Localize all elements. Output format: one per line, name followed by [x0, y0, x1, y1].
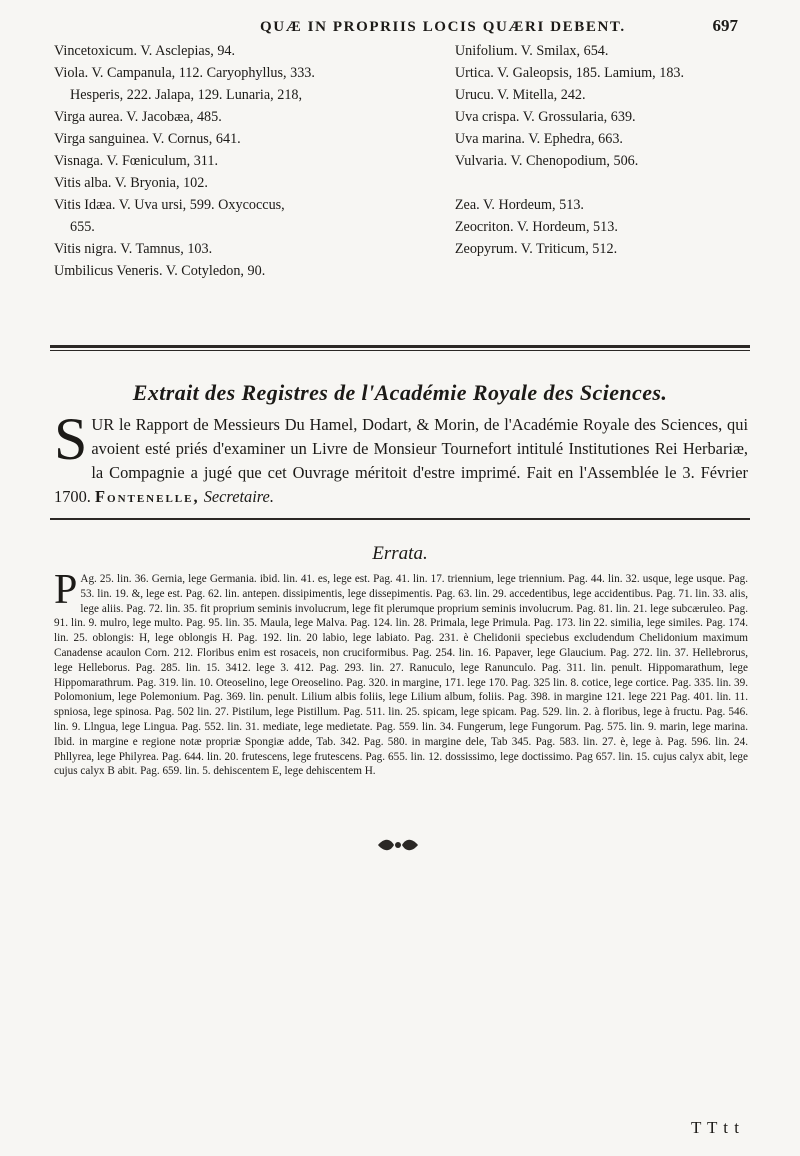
index-entry: Zeocriton. V. Hordeum, 513. — [454, 219, 618, 235]
divider-rule-thin — [50, 350, 750, 351]
index-entry: Zea. V. Hordeum, 513. — [454, 197, 584, 213]
index-entry: Viola. V. Campanula, 112. Caryophyllus, 333. — [54, 65, 315, 81]
errata-text: Ag. 25. lin. 36. Gernia, lege Germania. ibid. lin. 41. es, lege est. Pag. 41. lin. 17. triennium, lege triennium. Pag. 44. lin. 32. usque, lege usque. Pag. 53. lin. 19. &, lege est. Pag. 62. lin. antepen. dissipimentis, lege dissepimentis. Pag. 63. lin. 29. accedentibus, lege accidentibus. Pag. 71. lin. 33. alis, lege aliis. Pag. 72. lin. 35. fit proprium seminis involucrum, lege fit plerumque proprium seminis involucrum. Pag. 81. lin. 21. lege subcæruleo. Pag. 91. lin. 9. mulro, lege multo. Pag. 95. lin. 35. Maula, lege Malva. Pag. 124. lin. 28. Primala, lege Primula. Pag. 173. lin 22. similia, lege similes. Pag. 174. lin. 25. oblongis: H, lege oblongis H. Pag. 192. lin. 20 labio, lege labiato. Pag. 231. è Chelidonii speciebus excludendum Chelidonium maximum Canadense acaulon Corn. 212. Floribus enim est rosaceis, non cruciformibus. Pag. 254. lin. 16. Papaver, lege Glaucium. Pag. 272. lin. 37. Hellebrorus, lege Helleborus. Pag. 285. lin. 15. 3412. lege 3. 412. Pag. 293. lin. 27. Ranuculo, lege Ranunculo. Pag. 311. lin. penult. Hippomarathum, lege Hippomarathrum. Pag. 319. lin. 10. Oteoselino, lege Oreoselino. Pag. 320. in margine, 171. lege 170. Pag. 325 lin. 8. cotice, lege cortice. Pag. 335. lin. 39. Polomonium, lege Polemonium. Pag. 369. lin. penult. Lilium albis foliis, lege Lilium album, foliis. Pag. 398. in margine 121. lege 221 Pag. 401. lin. 11. spniosa, lege spinosa. Pag. 502 lin. 27. Pistilum, lege Pistillum. Pag. 511. lin. 25. spicam, lege spicam. Pag. 529. lin. 2. à floribus, lege à fructu. Pag. 546. lin. 9. Llngua, lege Lingua. Pag. 552. lin. 31. mediate, lege medietate. Pag. 559. lin. 34. Fungerum, lege Fungorum. Pag. 575. lin. 9. marin, lege marina. Ibid. in margine e regione notæ propriæ Spongiæ adde, Tab. 342. Pag. 580. in margine dele, Tab 345. Pag. 583. lin. 27. è, lege à. Pag. 596. lin. 24. Phllyrea, lege Philyrea. Pag. 644. lin. 20. frutescens, lege frutescens. Pag. 655. lin. 12. dossissimo, lege doctissimo. Pag 657. lin. 15. cujus calyx abit, lege cujus calyx B abit. Pag. 659. lin. 5. dehiscentem E, lege dehiscentem H. — [54, 573, 748, 778]
errata-dropcap: P — [54, 567, 78, 613]
index-entry: Vitis alba. V. Bryonia, 102. — [54, 175, 208, 191]
index-columns — [54, 40, 748, 282]
printer-signature-mark: T T t t — [690, 1118, 740, 1137]
running-title: QUÆ IN PROPRIIS LOCIS QUÆRI DEBENT. — [260, 19, 626, 35]
divider-rule-2 — [50, 518, 750, 520]
printer-ornament-icon — [374, 838, 422, 852]
extract-paragraph — [54, 406, 748, 509]
extract-text: UR le Rapport de Messieurs Du Hamel, Dodart, & Morin, de l'Académie Royale des Sciences, qui avoient esté priés d'examiner un Livre de Monsieur Tournefort intitulé Institutiones Rei Herbariæ, la Compagnie a jugé que cet Ouvrage méritoit d'estre imprimé. Fait en l'Assemblée le 3. Février 1700. — [54, 415, 748, 506]
divider-rule — [50, 345, 750, 348]
index-entry: Vulvaria. V. Chenopodium, 506. — [454, 153, 639, 169]
extract-dropcap: S — [54, 406, 88, 472]
index-entry: Hesperis, 222. Jalapa, 129. Lunaria, 218, — [70, 87, 303, 103]
index-entry: Urucu. V. Mitella, 242. — [454, 87, 586, 103]
errata-paragraph — [54, 567, 748, 779]
signature-title: Secretaire. — [203, 487, 274, 506]
index-entry: Vitis nigra. V. Tamnus, 103. — [54, 241, 213, 257]
errata-title: Errata. — [372, 543, 428, 564]
index-entry: Umbilicus Veneris. V. Cotyledon, 90. — [54, 263, 266, 279]
extract-title: Extrait des Registres de l'Académie Royale des Sciences. — [132, 380, 668, 405]
index-entry: Virga aurea. V. Jacobæa, 485. — [54, 109, 222, 125]
index-entry: Virga sanguinea. V. Cornus, 641. — [54, 131, 241, 147]
index-entry: 655. — [70, 219, 95, 235]
index-entry: Zeopyrum. V. Triticum, 512. — [454, 241, 618, 257]
index-entry — [455, 172, 748, 194]
index-entry: Uva crispa. V. Grossularia, 639. — [454, 109, 636, 125]
index-entry: Visnaga. V. Fœniculum, 311. — [54, 153, 219, 169]
index-entry: Vitis Idæa. V. Uva ursi, 599. Oxycoccus, — [54, 197, 285, 213]
index-entry: Unifolium. V. Smilax, 654. — [454, 43, 609, 59]
index-entry: Uva marina. V. Ephedra, 663. — [454, 131, 623, 147]
running-head — [260, 16, 738, 36]
index-entry: Vincetoxicum. V. Asclepias, 94. — [54, 43, 236, 59]
page-number: 697 — [712, 16, 738, 35]
signature: Fontenelle, — [95, 487, 200, 506]
index-column-right — [455, 40, 748, 282]
index-column-left — [54, 40, 445, 282]
index-entry: Urtica. V. Galeopsis, 185. Lamium, 183. — [454, 65, 685, 81]
